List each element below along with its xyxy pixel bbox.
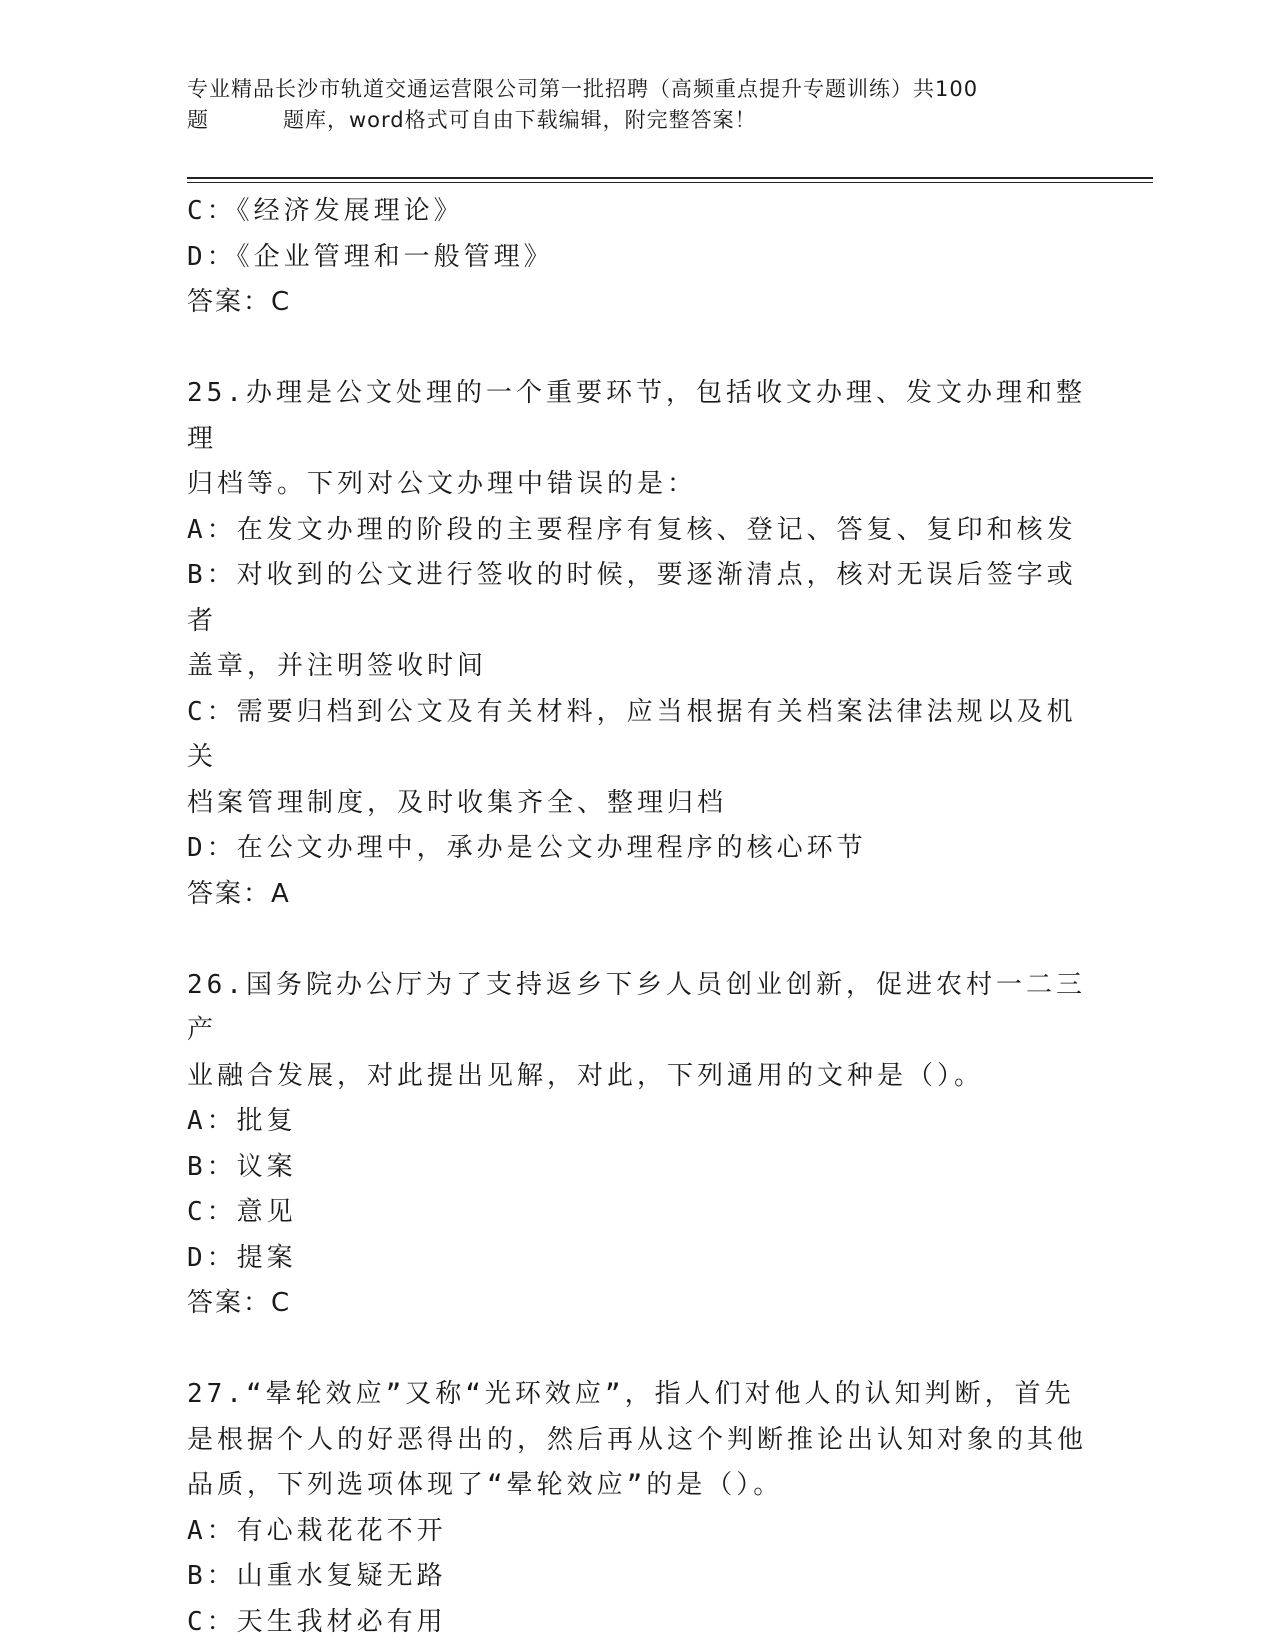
q25-option-d: D：在公文办理中，承办是公文办理程序的核心环节 xyxy=(187,833,867,863)
q26-option-a: A：批复 xyxy=(187,1106,297,1136)
q25-option-c-line2: 档案管理制度，及时收集齐全、整理归档 xyxy=(187,787,728,818)
q27-stem-line1: 27.“晕轮效应”又称“光环效应”，指人们对他人的认知判断，首先 xyxy=(187,1379,1075,1409)
q25-option-c-line1: C：需要归档到公文及有关材料，应当根据有关档案法律法规以及机关 xyxy=(187,696,1077,772)
page-header xyxy=(187,74,1087,136)
q27-option-b: B：山重水复疑无路 xyxy=(187,1561,447,1591)
header-divider-thin xyxy=(187,182,1153,183)
q25-stem-line2: 归档等。下列对公文办理中错误的是： xyxy=(187,469,698,499)
header-title-line2-text: 题库，word格式可自由下载编辑，附完整答案！ xyxy=(283,108,757,132)
header-title-line1: 专业精品长沙市轨道交通运营限公司第一批招聘（高频重点提升专题训练）共100 xyxy=(187,77,979,101)
q27-option-c: C：天生我材必有用 xyxy=(187,1606,447,1637)
q26-option-b: B：议案 xyxy=(187,1151,297,1182)
q26-stem-line1: 26.国务院办公厅为了支持返乡下乡人员创业创新，促进农村一二三产 xyxy=(187,969,1086,1045)
q27-option-a: A：有心栽花花不开 xyxy=(187,1515,447,1546)
q25-stem-line1: 25.办理是公文处理的一个重要环节，包括收文办理、发文办理和整理 xyxy=(187,378,1086,454)
prev-answer: 答案：C xyxy=(187,287,292,317)
question-body xyxy=(187,189,1087,1645)
header-divider-thick xyxy=(187,177,1153,179)
q27-stem-line2: 是根据个人的好恶得出的，然后再从这个判断推论出认知对象的其他 xyxy=(187,1424,1088,1455)
q25-answer: 答案：A xyxy=(187,878,291,909)
q26-stem-line2: 业融合发展，对此提出见解，对此，下列通用的文种是（）。 xyxy=(187,1060,985,1091)
prev-option-c: C：《经济发展理论》 xyxy=(187,196,464,226)
header-title-line2-prefix: 题 xyxy=(187,108,209,132)
q25-option-b-line1: B：对收到的公文进行签收的时候，要逐渐清点，核对无误后签字或者 xyxy=(187,560,1077,636)
q25-option-b-line2: 盖章，并注明签收时间 xyxy=(187,651,488,681)
prev-option-d: D：《企业管理和一般管理》 xyxy=(187,241,554,272)
q25-option-a: A：在发文办理的阶段的主要程序有复核、登记、答复、复印和核发 xyxy=(187,514,1077,545)
q26-option-c: C：意见 xyxy=(187,1197,297,1227)
q27-stem-line3: 品质，下列选项体现了“晕轮效应”的是（）。 xyxy=(187,1470,784,1500)
header-title-line2 xyxy=(187,105,1087,136)
q26-option-d: D：提案 xyxy=(187,1242,297,1273)
q26-answer: 答案：C xyxy=(187,1288,292,1318)
